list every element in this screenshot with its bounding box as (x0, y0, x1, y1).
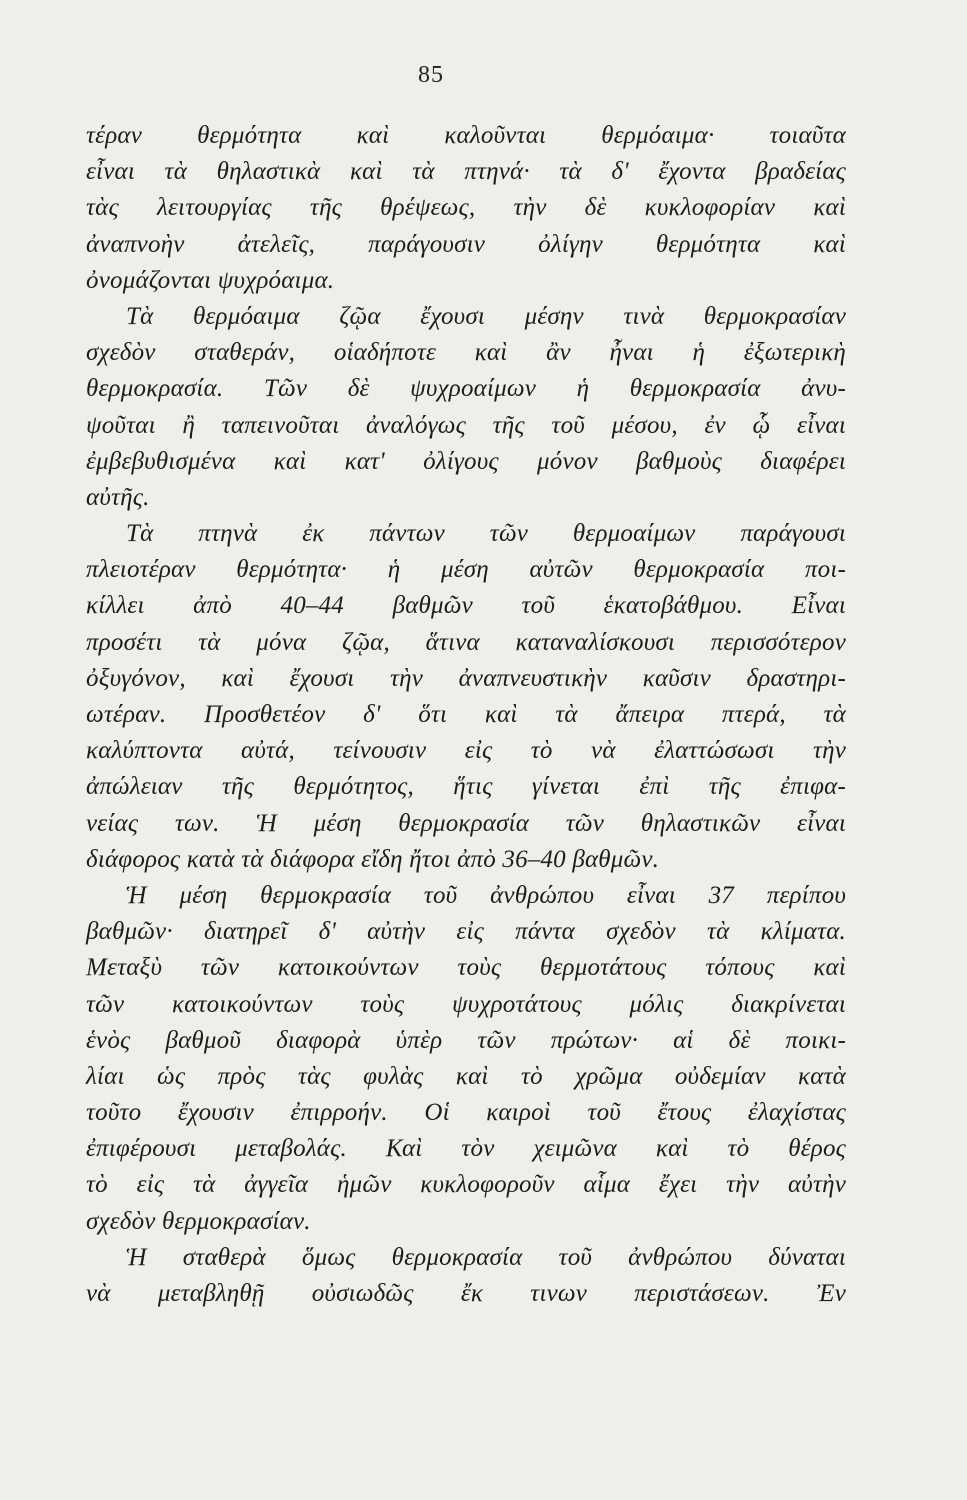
text-line: ωτέραν. Προσθετέον δ' ὅτι καὶ τὰ ἄπειρα πτερά, τὰ (86, 701, 846, 728)
text-line: σχεδὸν θερμοκρασίαν. (86, 1207, 311, 1235)
text-line: νείας των. Ἡ μέση θερμοκρασία τῶν θηλαστικῶν εἶναι (86, 809, 846, 837)
text-line: τέραν θερμότητα καὶ καλοῦνται θερμόαιμα· τοιαῦτα (86, 122, 846, 149)
text-line: προσέτι τὰ μόνα ζῷα, ἅτινα καταναλίσκουσι περισσότερον (86, 628, 846, 656)
text-line: νὰ μεταβληθῇ οὐσιωδῶς ἔκ τινων περιστάσεων. Ἐν (86, 1280, 846, 1307)
text-line: τὰς λειτουργίας τῆς θρέψεως, τὴν δὲ κυκλοφορίαν καὶ (86, 194, 846, 222)
text-line: Μεταξὺ τῶν κατοικούντων τοὺς θερμοτάτους τόπους καὶ (86, 954, 846, 982)
text-line: σχεδὸν σταθεράν, οἱαδήποτε καὶ ἂν ἦναι ἡ ἐξωτερικὴ (86, 339, 846, 367)
text-line: ἑνὸς βαθμοῦ διαφορὰ ὑπὲρ τῶν πρώτων· αἱ δὲ ποικι- (86, 1026, 846, 1054)
text-line: Τὰ πτηνὰ ἐκ πάντων τῶν θερμοαίμων παράγουσι (126, 520, 846, 548)
text-line: θερμοκρασία. Τῶν δὲ ψυχροαίμων ἡ θερμοκρασία ἀνυ- (86, 375, 846, 403)
body-text (86, 118, 846, 1312)
text-line: Ἡ μέση θερμοκρασία τοῦ ἀνθρώπου εἶναι 37 περίπου (126, 881, 846, 909)
page-number: 85 (418, 62, 444, 88)
text-line: λίαι ὡς πρὸς τὰς φυλὰς καὶ τὸ χρῶμα οὐδεμίαν κατὰ (86, 1062, 846, 1090)
text-line: τοῦτο ἔχουσιν ἐπιρροήν. Οἱ καιροὶ τοῦ ἔτους ἐλαχίστας (86, 1099, 846, 1127)
text-line: ἐμβεβυθισμένα καὶ κατ' ὀλίγους μόνον βαθμοὺς διαφέρει (86, 447, 846, 475)
text-line: διάφορος κατὰ τὰ διάφορα εἴδη ἤτοι ἀπὸ 36–40 βαθμῶν. (86, 845, 660, 873)
text-line: τῶν κατοικούντων τοὺς ψυχροτάτους μόλις διακρίνεται (86, 990, 846, 1018)
text-line: αὐτῆς. (86, 483, 150, 511)
text-line: ὀνομάζονται ψυχρόαιμα. (86, 266, 335, 294)
text-line: πλειοτέραν θερμότητα· ἡ μέση αὐτῶν θερμοκρασία ποι- (86, 556, 846, 584)
text-line: ἀπώλειαν τῆς θερμότητος, ἥτις γίνεται ἐπὶ τῆς ἐπιφα- (86, 773, 846, 801)
text-line: καλύπτοντα αὐτά, τείνουσιν εἰς τὸ νὰ ἐλαττώσωσι τὴν (86, 737, 846, 765)
text-line: ψοῦται ἢ ταπεινοῦται ἀναλόγως τῆς τοῦ μέσου, ἐν ᾧ εἶναι (86, 411, 846, 439)
text-line: ἐπιφέρουσι μεταβολάς. Καὶ τὸν χειμῶνα καὶ τὸ θέρος (86, 1135, 846, 1163)
text-line: Ἡ σταθερὰ ὅμως θερμοκρασία τοῦ ἀνθρώπου δύναται (126, 1243, 846, 1271)
text-line: βαθμῶν· διατηρεῖ δ' αὐτὴν εἰς πάντα σχεδὸν τὰ κλίματα. (86, 918, 846, 946)
text-line: κίλλει ἀπὸ 40–44 βαθμῶν τοῦ ἑκατοβάθμου. Εἶναι (86, 592, 846, 620)
text-line: τὸ εἰς τὰ ἀγγεῖα ἡμῶν κυκλοφοροῦν αἷμα ἔχει τὴν αὐτὴν (86, 1171, 846, 1199)
text-line: ἀναπνοὴν ἀτελεῖς, παράγουσιν ὀλίγην θερμότητα καὶ (86, 230, 846, 258)
text-line: Τὰ θερμόαιμα ζῷα ἔχουσι μέσην τινὰ θερμοκρασίαν (126, 302, 846, 330)
text-line: ὀξυγόνον, καὶ ἔχουσι τὴν ἀναπνευστικὴν καῦσιν δραστηρι- (86, 664, 846, 692)
text-line: εἶναι τὰ θηλαστικὰ καὶ τὰ πτηνά· τὰ δ' ἔχοντα βραδείας (86, 158, 846, 186)
